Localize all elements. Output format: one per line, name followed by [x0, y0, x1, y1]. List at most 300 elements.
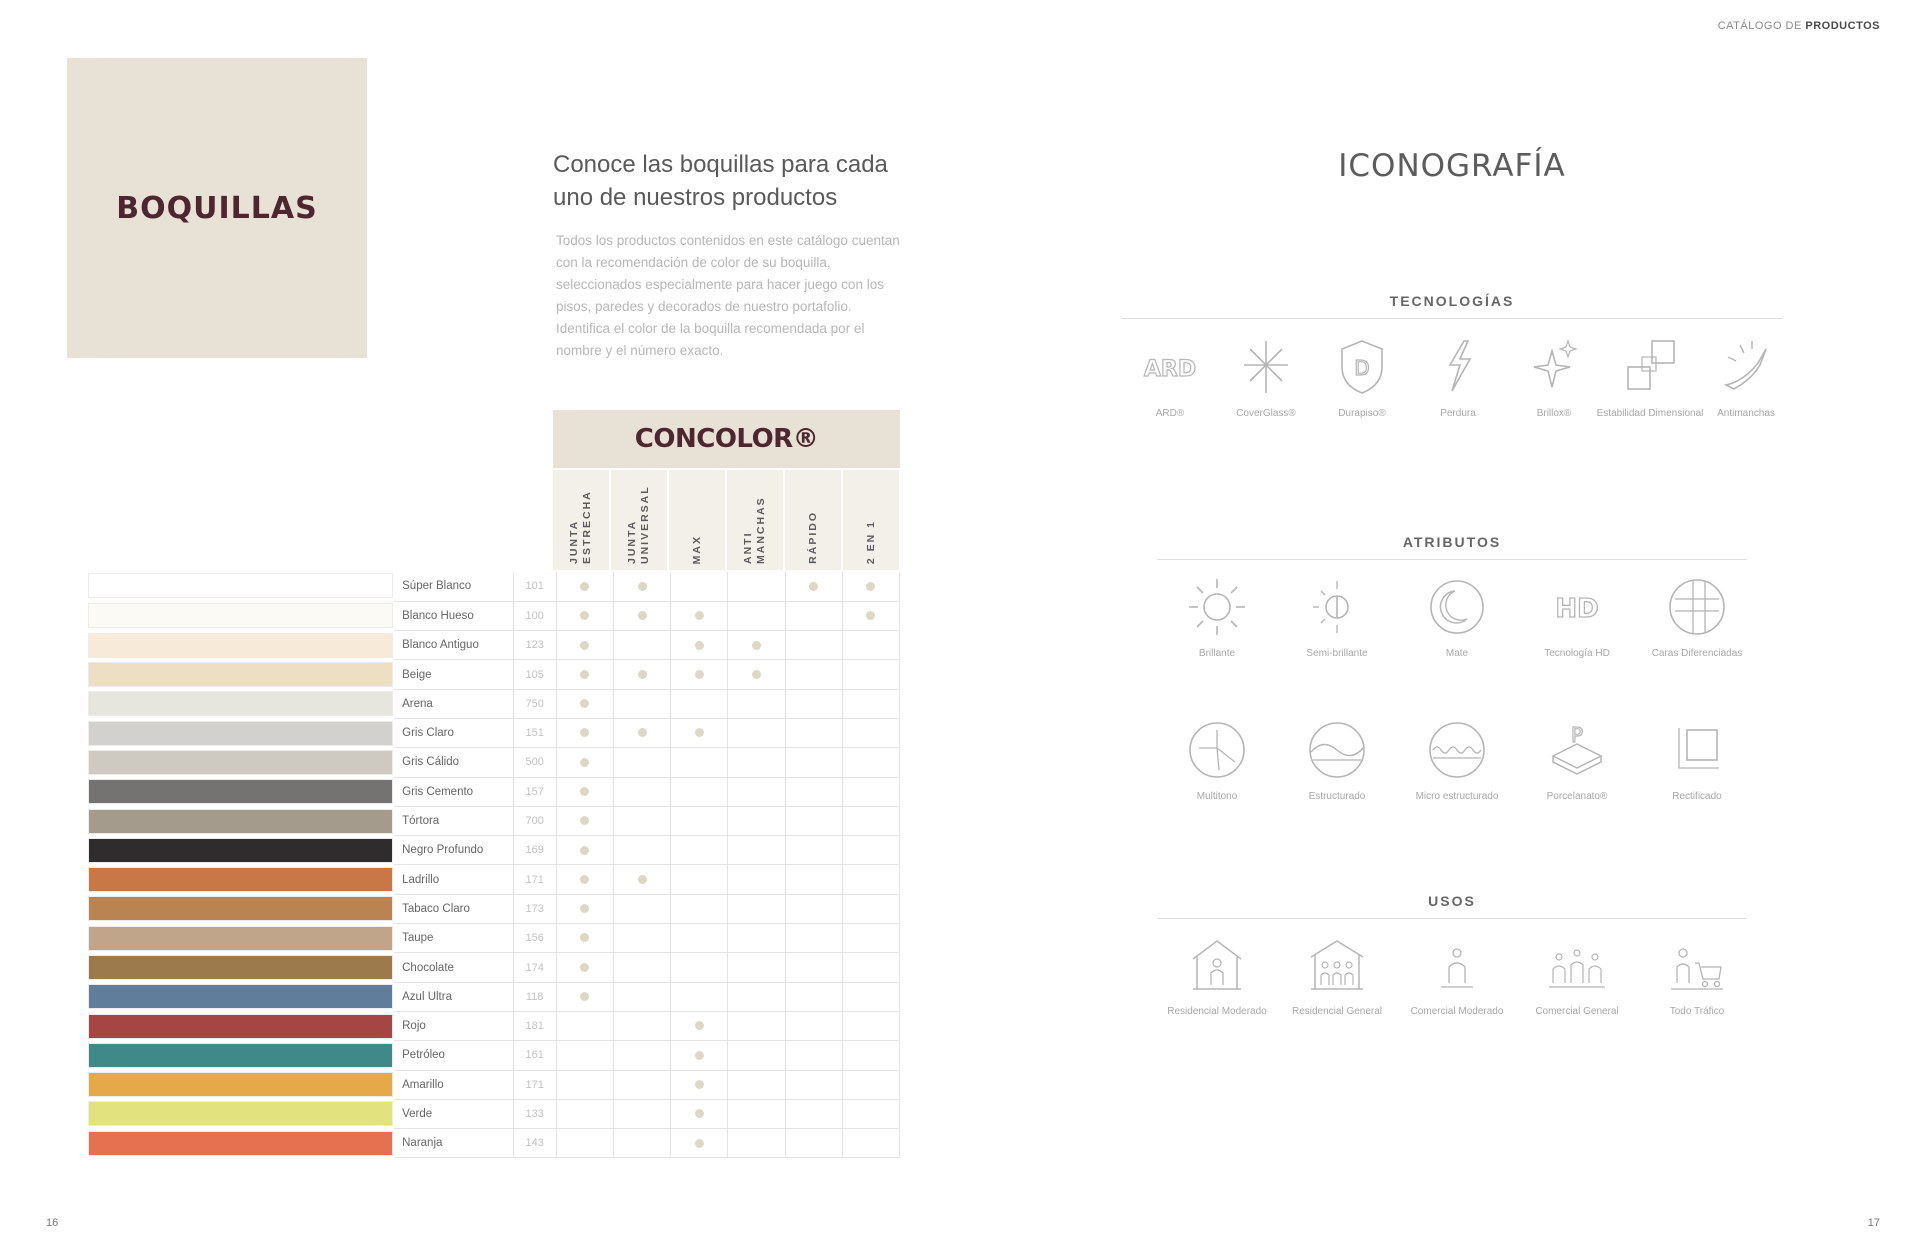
availability-cell: [556, 865, 613, 894]
grout-row: [88, 924, 900, 953]
multitono-icon: [1185, 718, 1249, 782]
svg-text:D: D: [1354, 356, 1370, 380]
availability-cell: [785, 718, 842, 747]
availability-cell: [728, 777, 785, 806]
swatch-cell: [88, 1070, 394, 1099]
tech-brillox: [1499, 335, 1609, 420]
grout-code: 133: [513, 1099, 556, 1128]
availability-cell: [671, 1099, 728, 1128]
availability-cell: [842, 806, 899, 835]
swatch-cell: [88, 982, 394, 1011]
availability-cell: [556, 1099, 613, 1128]
atributos-divider: [1157, 559, 1747, 560]
grout-row: [88, 1129, 900, 1158]
availability-cell: [613, 1011, 670, 1040]
grout-code: 173: [513, 894, 556, 923]
availability-dot: [580, 963, 589, 972]
availability-cell: [671, 689, 728, 718]
availability-cell: [728, 806, 785, 835]
availability-cell: [613, 806, 670, 835]
uso-comercial-moderado: [1402, 933, 1512, 1018]
attr-micro: [1402, 718, 1512, 803]
column-label: JUNTA UNIVERSAL: [626, 485, 651, 564]
usos-divider: [1157, 918, 1747, 919]
availability-cell: [842, 748, 899, 777]
availability-cell: [613, 718, 670, 747]
availability-dot: [638, 611, 647, 620]
availability-dot: [695, 1109, 704, 1118]
grout-code: 750: [513, 689, 556, 718]
grout-code: 101: [513, 572, 556, 601]
column-header: [727, 470, 783, 570]
availability-cell: [671, 865, 728, 894]
grout-name: Petróleo: [394, 1041, 513, 1070]
attr-caras: [1642, 575, 1752, 660]
availability-cell: [671, 1070, 728, 1099]
icon-caption: Porcelanato®: [1546, 791, 1608, 802]
mate-icon: [1425, 575, 1489, 639]
color-swatch: [88, 721, 393, 746]
hd-icon: [1545, 575, 1609, 639]
availability-dot: [580, 670, 589, 679]
color-swatch: [88, 662, 393, 687]
grout-code: 500: [513, 748, 556, 777]
icon-caption: Durapiso®: [1338, 408, 1386, 419]
availability-cell: [728, 1011, 785, 1040]
grout-name: Azul Ultra: [394, 982, 513, 1011]
grout-name: Gris Claro: [394, 718, 513, 747]
swatch-cell: [88, 748, 394, 777]
availability-cell: [556, 572, 613, 601]
availability-cell: [556, 631, 613, 660]
swatch-cell: [88, 572, 394, 601]
icon-caption: Brillante: [1198, 648, 1236, 659]
brillox-icon: [1522, 335, 1586, 399]
availability-dot: [580, 641, 589, 650]
availability-cell: [556, 718, 613, 747]
availability-cell: [556, 748, 613, 777]
grout-name: Beige: [394, 660, 513, 689]
availability-dot: [580, 933, 589, 942]
availability-cell: [613, 953, 670, 982]
attr-mate: [1402, 575, 1512, 660]
availability-cell: [842, 660, 899, 689]
availability-cell: [613, 894, 670, 923]
swatch-cell: [88, 806, 394, 835]
grout-row: [88, 631, 900, 660]
icon-caption: Rectificado: [1672, 791, 1722, 802]
availability-dot: [695, 611, 704, 620]
column-label: RÁPIDO: [806, 511, 819, 564]
availability-dot: [580, 846, 589, 855]
swatch-cell: [88, 777, 394, 806]
grout-row: [88, 836, 900, 865]
availability-cell: [785, 836, 842, 865]
availability-cell: [842, 689, 899, 718]
swatch-cell: [88, 718, 394, 747]
availability-cell: [671, 982, 728, 1011]
availability-cell: [671, 953, 728, 982]
grout-name: Naranja: [394, 1129, 513, 1158]
tecnologias-divider: [1122, 318, 1782, 319]
column-header: [669, 470, 725, 570]
uso-todo-trafico: [1642, 933, 1752, 1018]
tech-coverglass: [1211, 335, 1321, 420]
availability-cell: [785, 631, 842, 660]
availability-dot: [580, 728, 589, 737]
availability-dot: [580, 992, 589, 1001]
availability-cell: [842, 894, 899, 923]
availability-cell: [556, 660, 613, 689]
grout-table: [88, 572, 900, 1159]
color-swatch: [88, 779, 393, 804]
availability-dot: [695, 1139, 704, 1148]
grout-row: [88, 718, 900, 747]
caras-icon: [1665, 575, 1729, 639]
grout-name: Blanco Hueso: [394, 601, 513, 630]
availability-cell: [556, 894, 613, 923]
swatch-cell: [88, 689, 394, 718]
color-swatch: [88, 573, 393, 598]
color-swatch: [88, 750, 393, 775]
availability-cell: [671, 1011, 728, 1040]
availability-cell: [671, 806, 728, 835]
tecnologias-label: TECNOLOGÍAS: [1389, 293, 1515, 309]
availability-cell: [728, 631, 785, 660]
tech-estabilidad: [1595, 335, 1705, 420]
grout-row: [88, 982, 900, 1011]
grout-name: Tabaco Claro: [394, 894, 513, 923]
availability-dot: [866, 582, 875, 591]
micro-icon: [1425, 718, 1489, 782]
icon-caption: Comercial General: [1535, 1006, 1619, 1017]
availability-cell: [842, 953, 899, 982]
column-label: 2 EN 1: [864, 519, 877, 564]
grout-code: 105: [513, 660, 556, 689]
color-swatch: [88, 1043, 393, 1068]
uso-residencial-general: [1282, 933, 1392, 1018]
availability-dot: [580, 816, 589, 825]
availability-dot: [752, 641, 761, 650]
availability-cell: [728, 836, 785, 865]
availability-cell: [613, 777, 670, 806]
grout-name: Rojo: [394, 1011, 513, 1040]
swatch-cell: [88, 836, 394, 865]
icon-caption: Brillox®: [1536, 408, 1572, 419]
availability-cell: [785, 1011, 842, 1040]
availability-cell: [613, 572, 670, 601]
column-header: [553, 470, 609, 570]
availability-cell: [728, 572, 785, 601]
tech-durapiso: [1307, 335, 1417, 420]
column-header: [611, 470, 667, 570]
icon-caption: CoverGlass®: [1236, 408, 1296, 419]
availability-cell: [842, 572, 899, 601]
grout-code: 118: [513, 982, 556, 1011]
grout-row: [88, 601, 900, 630]
icon-caption: Residencial General: [1291, 1006, 1383, 1017]
grout-code: 151: [513, 718, 556, 747]
grout-name: Arena: [394, 689, 513, 718]
swatch-cell: [88, 1011, 394, 1040]
attr-porcelanato: [1522, 718, 1632, 803]
color-swatch: [88, 1072, 393, 1097]
availability-cell: [556, 1041, 613, 1070]
grout-row: [88, 748, 900, 777]
icon-caption: Todo Tráfico: [1669, 1006, 1725, 1017]
availability-cell: [613, 748, 670, 777]
uso-residencial-moderado: [1162, 933, 1272, 1018]
icon-caption: ARD®: [1155, 408, 1185, 419]
availability-cell: [556, 601, 613, 630]
availability-cell: [613, 982, 670, 1011]
availability-dot: [809, 582, 818, 591]
availability-dot: [695, 670, 704, 679]
tech-antimanchas: [1691, 335, 1801, 420]
availability-cell: [785, 777, 842, 806]
availability-dot: [638, 728, 647, 737]
icon-caption: Perdura: [1440, 408, 1476, 419]
icon-caption: Tecnología HD: [1544, 648, 1610, 659]
availability-cell: [671, 631, 728, 660]
uso-comercial-general: [1522, 933, 1632, 1018]
availability-cell: [785, 601, 842, 630]
availability-dot: [580, 582, 589, 591]
availability-cell: [556, 689, 613, 718]
iconografia-title: ICONOGRAFÍA: [1338, 148, 1566, 184]
grout-name: Gris Cálido: [394, 748, 513, 777]
header-prefix: CATÁLOGO DE: [1717, 20, 1802, 32]
availability-dot: [695, 1021, 704, 1030]
boquillas-title-box: [67, 58, 367, 358]
attr-multitono: [1162, 718, 1272, 803]
intro-body: Todos los productos contenidos en este catálogo cuentan con la recomendación de color de su boquilla, seleccionados especialmente para hacer juego con los pisos, paredes y decorados de nuestro portafolio. Identifica el color de la boquilla recomendada por el nombre y el número exacto.: [556, 233, 900, 358]
grout-row: [88, 1070, 900, 1099]
swatch-cell: [88, 1099, 394, 1128]
availability-cell: [556, 924, 613, 953]
availability-cell: [613, 1041, 670, 1070]
grout-row: [88, 1011, 900, 1040]
grout-row: [88, 689, 900, 718]
column-label: MAX: [690, 534, 703, 564]
availability-cell: [785, 806, 842, 835]
availability-cell: [728, 660, 785, 689]
grout-row: [88, 660, 900, 689]
availability-cell: [728, 924, 785, 953]
availability-cell: [842, 631, 899, 660]
svg-text:HD: HD: [1555, 594, 1599, 624]
availability-dot: [580, 787, 589, 796]
attr-rectificado: [1642, 718, 1752, 803]
availability-dot: [638, 582, 647, 591]
availability-dot: [580, 875, 589, 884]
grout-name: Amarillo: [394, 1070, 513, 1099]
availability-cell: [785, 924, 842, 953]
availability-cell: [671, 894, 728, 923]
grout-name: Taupe: [394, 924, 513, 953]
icon-caption: Mate: [1445, 648, 1469, 659]
availability-dot: [695, 1051, 704, 1060]
column-label: JUNTA ESTRECHA: [568, 490, 593, 564]
page-number-left: 16: [46, 1217, 59, 1229]
grout-code: 161: [513, 1041, 556, 1070]
color-swatch: [88, 1101, 393, 1126]
availability-cell: [842, 777, 899, 806]
grout-code: 143: [513, 1129, 556, 1158]
availability-dot: [695, 641, 704, 650]
availability-cell: [613, 1099, 670, 1128]
grout-code: 174: [513, 953, 556, 982]
attr-estructurado: [1282, 718, 1392, 803]
availability-dot: [580, 904, 589, 913]
grout-name: Chocolate: [394, 953, 513, 982]
availability-dot: [695, 1080, 704, 1089]
availability-cell: [785, 865, 842, 894]
tech-ard: [1115, 335, 1225, 420]
availability-cell: [842, 865, 899, 894]
availability-cell: [671, 601, 728, 630]
residencial-general-icon: [1305, 933, 1369, 997]
icon-caption: Residencial Moderado: [1167, 1006, 1267, 1017]
grout-code: 171: [513, 865, 556, 894]
color-swatch: [88, 867, 393, 892]
availability-cell: [842, 836, 899, 865]
porcelanato-icon: [1545, 718, 1609, 782]
availability-cell: [671, 572, 728, 601]
availability-cell: [671, 836, 728, 865]
availability-cell: [785, 748, 842, 777]
availability-dot: [752, 670, 761, 679]
color-swatch: [88, 691, 393, 716]
availability-cell: [613, 601, 670, 630]
availability-cell: [728, 748, 785, 777]
estabilidad-icon: [1618, 335, 1682, 399]
availability-cell: [785, 572, 842, 601]
color-swatch: [88, 1131, 393, 1156]
durapiso-icon: [1330, 335, 1394, 399]
header-bold: PRODUCTOS: [1805, 20, 1880, 32]
availability-cell: [785, 1070, 842, 1099]
grout-row: [88, 1099, 900, 1128]
availability-dot: [695, 728, 704, 737]
availability-cell: [842, 1041, 899, 1070]
swatch-cell: [88, 924, 394, 953]
availability-cell: [728, 1129, 785, 1158]
iconografia-title-wrap: [1122, 148, 1782, 184]
attr-brillante: [1162, 575, 1272, 660]
catalog-header: [1718, 20, 1880, 32]
availability-cell: [785, 1099, 842, 1128]
availability-cell: [785, 982, 842, 1011]
semi-brillante-icon: [1305, 575, 1369, 639]
availability-cell: [842, 1070, 899, 1099]
availability-cell: [613, 631, 670, 660]
swatch-cell: [88, 865, 394, 894]
grout-row: [88, 777, 900, 806]
availability-cell: [785, 660, 842, 689]
svg-text:P: P: [1570, 723, 1584, 747]
icon-caption: Estructurado: [1308, 791, 1366, 802]
availability-cell: [728, 601, 785, 630]
availability-cell: [613, 1129, 670, 1158]
swatch-cell: [88, 660, 394, 689]
availability-cell: [728, 865, 785, 894]
swatch-cell: [88, 1129, 394, 1158]
attr-hd: [1522, 575, 1632, 660]
availability-cell: [556, 1011, 613, 1040]
grout-code: 181: [513, 1011, 556, 1040]
availability-cell: [556, 982, 613, 1011]
grout-row: [88, 894, 900, 923]
rectificado-icon: [1665, 718, 1729, 782]
grout-name: Tórtora: [394, 806, 513, 835]
swatch-cell: [88, 601, 394, 630]
availability-cell: [728, 953, 785, 982]
color-swatch: [88, 838, 393, 863]
grout-name: Gris Cemento: [394, 777, 513, 806]
brillante-icon: [1185, 575, 1249, 639]
availability-cell: [842, 601, 899, 630]
concolor-brand: [553, 410, 900, 468]
color-swatch: [88, 809, 393, 834]
availability-cell: [785, 1041, 842, 1070]
grout-name: Súper Blanco: [394, 572, 513, 601]
availability-cell: [728, 894, 785, 923]
page-title: BOQUILLAS: [116, 190, 318, 226]
availability-cell: [671, 1129, 728, 1158]
availability-cell: [785, 1129, 842, 1158]
availability-dot: [638, 875, 647, 884]
atributos-label: ATRIBUTOS: [1402, 534, 1502, 550]
availability-cell: [556, 1129, 613, 1158]
grout-row: [88, 953, 900, 982]
grout-code: 100: [513, 601, 556, 630]
color-swatch: [88, 633, 393, 658]
availability-cell: [671, 660, 728, 689]
grout-code: 123: [513, 631, 556, 660]
icon-caption: Antimanchas: [1717, 408, 1775, 419]
grout-code: 169: [513, 836, 556, 865]
availability-dot: [580, 699, 589, 708]
estructurado-icon: [1305, 718, 1369, 782]
icon-caption: Semi-brillante: [1306, 648, 1368, 659]
availability-cell: [728, 689, 785, 718]
ard-icon: [1138, 335, 1202, 399]
color-swatch: [88, 1014, 393, 1039]
page-number-right: 17: [1867, 1217, 1880, 1229]
grout-name: Negro Profundo: [394, 836, 513, 865]
grout-code: 171: [513, 1070, 556, 1099]
availability-cell: [613, 1070, 670, 1099]
availability-cell: [671, 1041, 728, 1070]
availability-cell: [671, 924, 728, 953]
column-header: [785, 470, 841, 570]
svg-text:ARD: ARD: [1143, 357, 1197, 382]
availability-cell: [785, 953, 842, 982]
grout-name: Verde: [394, 1099, 513, 1128]
availability-dot: [580, 611, 589, 620]
availability-dot: [580, 758, 589, 767]
availability-cell: [785, 689, 842, 718]
availability-cell: [842, 1011, 899, 1040]
swatch-cell: [88, 631, 394, 660]
availability-cell: [785, 894, 842, 923]
availability-cell: [613, 689, 670, 718]
icon-caption: Comercial Moderado: [1410, 1006, 1504, 1017]
availability-cell: [728, 1041, 785, 1070]
grout-table-body: [88, 572, 900, 1158]
availability-cell: [556, 953, 613, 982]
